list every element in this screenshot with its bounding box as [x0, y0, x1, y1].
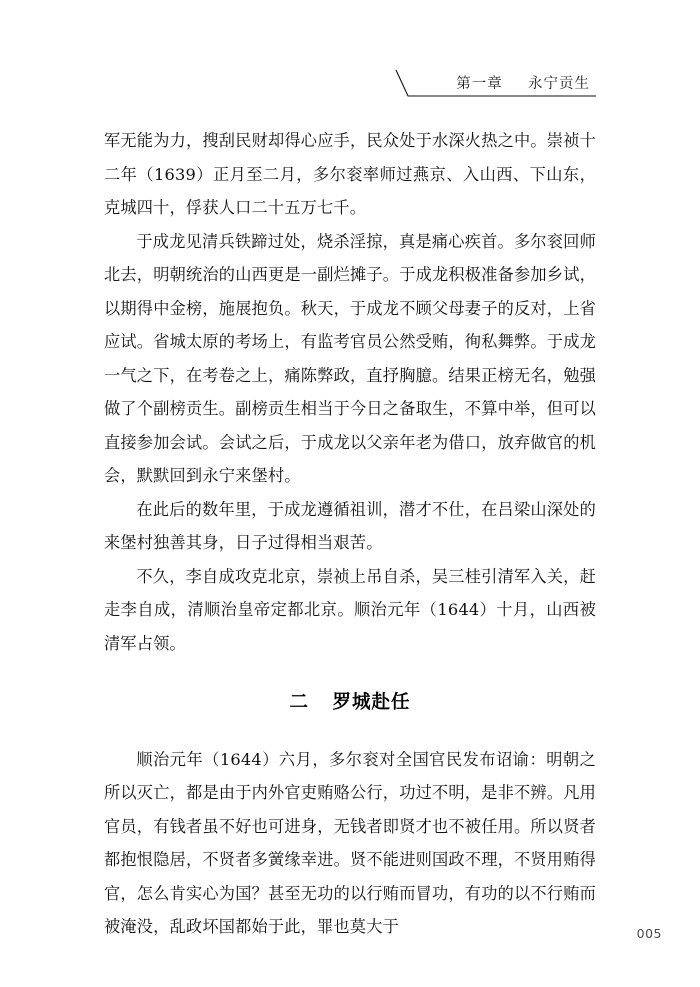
section-heading	[104, 694, 596, 713]
paragraph: 不久，李自成攻克北京，崇祯上吊自杀，吴三桂引清军入关，赶走李自成，清顺治皇帝定都北京。顺治元年（1644）十月，山西被清军占领。	[104, 566, 596, 653]
page-body	[104, 124, 596, 944]
paragraph: 顺治元年（1644）六月，多尔衮对全国官民发布诏谕：明朝之所以灭亡，都是由于内外官吏贿赂公行，功过不明，是非不辨。凡用官员，有钱者虽不好也可进身，无钱者即贤才也不被任用。所以贤者都抱恨隐居，不贤者多黉缘幸进。贤不能进则国政不理，不贤用贿得官，怎么肯实心为国？甚至无功的以行贿而冒功，有功的以不行贿而被淹没，乱政坏国都始于此，罪也莫大于	[104, 749, 596, 936]
section-title: 罗城赴任	[332, 692, 411, 713]
running-head-chapter-title: 永宁贡生	[528, 76, 590, 92]
running-head-text	[456, 72, 590, 93]
section-spacer	[104, 713, 596, 743]
page-number: 005	[636, 926, 662, 941]
section-spacer	[104, 660, 596, 694]
running-head	[104, 66, 596, 106]
paragraph: 军无能为力，搜刮民财却得心应手，民众处于水深火热之中。崇祯十二年（1639）正月至二月，多尔衮率师过燕京、入山西、下山东，克城四十，俘获人口二十五万七千。	[104, 131, 596, 217]
section-number: 二	[289, 692, 310, 713]
paragraph: 在此后的数年里，于成龙遵循祖训，潜才不仕，在吕梁山深处的来堡村独善其身，日子过得相当艰苦。	[104, 499, 596, 552]
paragraph: 于成龙见清兵铁蹄过处，烧杀淫掠，真是痛心疾首。多尔衮回师北去，明朝统治的山西更是一副烂摊子。于成龙积极准备参加乡试，以期得中金榜，施展抱负。秋天，于成龙不顾父母妻子的反对，上省应试。省城太原的考场上，有监考官员公然受贿，徇私舞弊。于成龙一气之下，在考卷之上，痛陈弊政，直抒胸臆。结果正榜无名，勉强做了个副榜贡生。副榜贡生相当于今日之备取生，不算中举，但可以直接参加会试。会试之后，于成龙以父亲年老为借口，放弃做官的机会，默默回到永宁来堡村。	[104, 231, 596, 485]
running-head-chapter-label: 第一章	[456, 76, 503, 92]
